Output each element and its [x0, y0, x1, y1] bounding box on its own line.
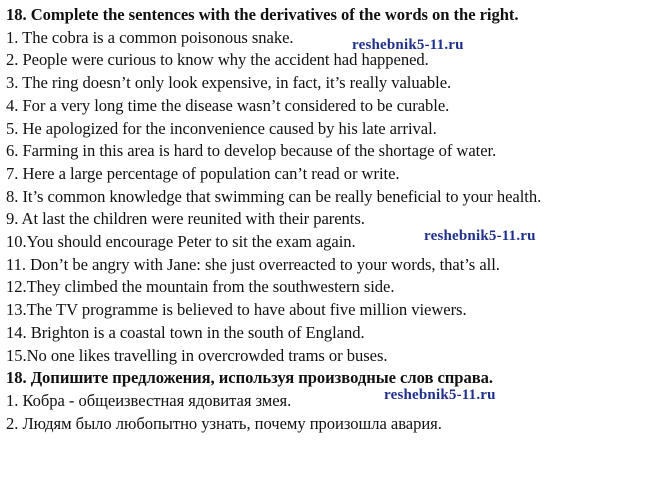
document-body: [6, 4, 651, 435]
sentence-en-15: 15.No one likes travelling in overcrowded trams or buses.: [6, 345, 388, 365]
sentence-en-3: 3. The ring doesn’t only look expensive, in fact, it’s really valuable.: [6, 73, 452, 93]
sentence-en-4: 4. For a very long time the disease wasn’t considered to be curable.: [6, 95, 450, 115]
exercise-heading-en: 18. Complete the sentences with the derivatives of the words on the right.: [6, 5, 519, 24]
sentence-ru-2: 2. Людям было любопытно узнать, почему произошла авария.: [6, 413, 442, 433]
sentence-ru-1: 1. Кобра - общеизвестная ядовитая змея.: [6, 390, 292, 410]
watermark-text: reshebnik5-11.ru: [352, 37, 464, 53]
watermark-text: reshebnik5-11.ru: [384, 387, 496, 403]
sentence-en-1: 1. The cobra is a common poisonous snake.: [6, 27, 294, 47]
sentence-en-8: 8. It’s common knowledge that swimming can be really beneficial to your health.: [6, 186, 542, 206]
sentence-en-11: 11. Don’t be angry with Jane: she just overreacted to your words, that’s all.: [6, 254, 500, 274]
sentence-en-14: 14. Brighton is a coastal town in the south of England.: [6, 322, 365, 342]
sentence-en-9: 9. At last the children were reunited with their parents.: [6, 209, 365, 229]
exercise-heading-ru: 18. Допишите предложения, используя производные слов справа.: [6, 368, 493, 388]
sentence-en-5: 5. He apologized for the inconvenience caused by his late arrival.: [6, 118, 437, 138]
sentence-en-13: 13.The TV programme is believed to have about five million viewers.: [6, 300, 467, 320]
sentence-en-7: 7. Here a large percentage of population can’t read or write.: [6, 163, 400, 183]
sentence-en-2: 2. People were curious to know why the accident had happened.: [6, 50, 429, 70]
sentence-en-12: 12.They climbed the mountain from the southwestern side.: [6, 277, 395, 297]
sentence-en-10: 10.You should encourage Peter to sit the exam again.: [6, 232, 356, 252]
sentence-en-6: 6. Farming in this area is hard to develop because of the shortage of water.: [6, 141, 497, 161]
watermark-text: reshebnik5-11.ru: [424, 228, 536, 244]
